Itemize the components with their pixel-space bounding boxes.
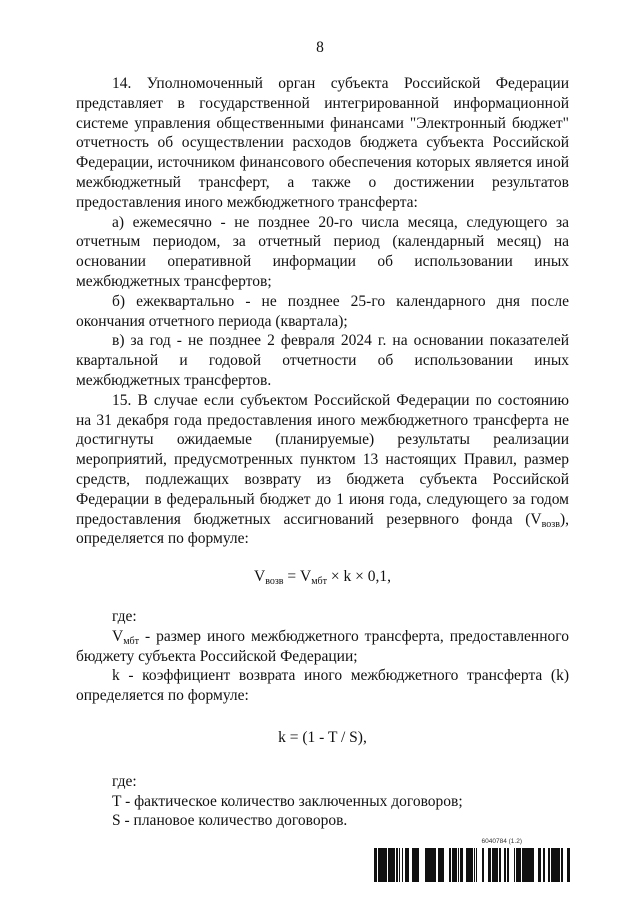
formula-equals: = V: [283, 568, 312, 586]
formula-v-subscript: возв: [265, 576, 284, 588]
paragraph-15-main: 15. В случае если субъектом Российской Федерации по состоянию на 31 декабря года предоставления иного межбюджетного трансферта не достигнуты ожидаемые (планируемые) результаты реализации мероприятий, предусмотренных пунктом 13 настоящих Правил, размер средств, подлежащих возврату из бюджета субъекта Российской Федерации в федеральный бюджет до 1 июня года, следующего за годом предоставления бюджетных ассигнований резервного фонда (V: [76, 391, 569, 528]
barcode-image: [374, 848, 570, 882]
definition-s: S - плановое количество договоров.: [112, 812, 348, 830]
definition-vmbt: [76, 627, 569, 667]
where-label-2: где:: [112, 772, 137, 790]
vmbt-symbol: V: [112, 627, 124, 645]
formula-v-return: [76, 567, 569, 587]
barcode-id: 6040784 (1.2): [481, 838, 522, 845]
formula-v-symbol: V: [254, 568, 266, 586]
paragraph-15-tail: ), определяется по формуле:: [76, 510, 569, 548]
definition-t: T - фактическое количество заключенных договоров;: [112, 792, 463, 810]
barcode-block: [374, 838, 570, 882]
vmbt-subscript: мбт: [123, 635, 139, 647]
formula-mbt-subscript: мбт: [311, 576, 328, 588]
formula-k: k = (1 - T / S),: [278, 728, 367, 746]
document-body: [76, 74, 569, 831]
formula-rest: × k × 0,1,: [327, 568, 391, 586]
vmbt-description: - размер иного межбюджетного трансферта, предоставленного бюджету субъекта Российской Федерации;: [76, 627, 569, 665]
paragraph-14-b: б) ежеквартально - не позднее 25-го календарного дня после окончания отчетного периода (квартала);: [76, 292, 569, 330]
definition-k: k - коэффициент возврата иного межбюджетного трансферта (k) определяется по формуле:: [76, 667, 569, 705]
paragraph-15: [76, 391, 569, 549]
paragraph-15-subscript: возв: [541, 518, 560, 530]
where-label-1: где:: [112, 607, 137, 625]
page-number: 8: [316, 39, 324, 56]
paragraph-14-a: а) ежемесячно - не позднее 20-го числа месяца, следующего за отчетным периодом, за отчетный период (календарный месяц) на основании оперативной информации об использовании иных межбюджетных трансфертов;: [76, 213, 569, 290]
paragraph-14-c: в) за год - не позднее 2 февраля 2024 г. на основании показателей квартальной и годовой отчетности об использовании иных межбюджетных трансфертов.: [76, 332, 569, 389]
paragraph-14: 14. Уполномоченный орган субъекта Российской Федерации представляет в государственной интегрированной информационной системе управления общественными финансами "Электронный бюджет" отчетность об осуществлении расходов бюджета субъекта Российской Федерации, источником финансового обеспечения которых является иной межбюджетный трансферт, а также о достижении результатов предоставления иного межбюджетного трансферта:: [76, 75, 569, 211]
